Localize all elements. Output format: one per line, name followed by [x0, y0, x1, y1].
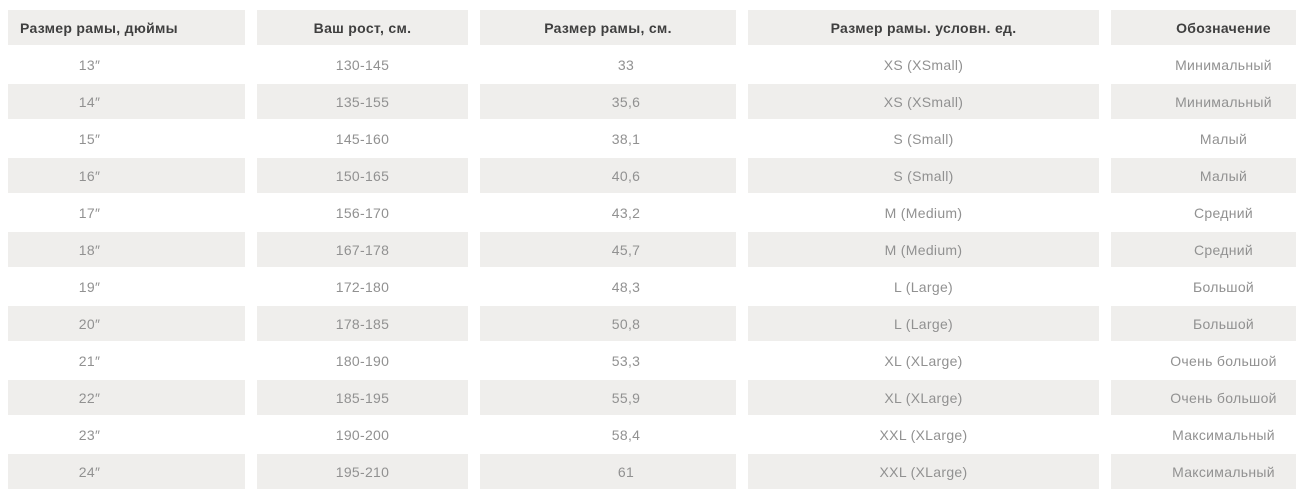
table-cell: 20″ [8, 306, 245, 341]
table-cell: M (Medium) [884, 204, 963, 221]
table-cell: Малый [1199, 130, 1248, 147]
table-cell: 190-200 [335, 426, 390, 443]
table-cell: 45,7 [480, 232, 736, 267]
table-cell: L (Large) [894, 278, 953, 295]
table-cell: Средний [1193, 204, 1254, 221]
table-cell: 17″ [78, 204, 101, 221]
table-cell: Большой [1111, 306, 1296, 341]
table-cell: 135-155 [257, 84, 468, 119]
table-cell: 14″ [8, 84, 245, 119]
table-cell: 18″ [8, 232, 245, 267]
table-cell: 16″ [8, 158, 245, 193]
column-header-frame-size-cm: Размер рамы, см. [480, 10, 736, 45]
table-cell: 35,6 [480, 84, 736, 119]
table-cell: 50,8 [480, 306, 736, 341]
table-cell: 145-160 [335, 130, 390, 147]
table-cell: S (Small) [893, 130, 954, 147]
table-cell: Максимальный [1111, 454, 1296, 489]
table-cell: 55,9 [480, 380, 736, 415]
table-cell: Очень большой [1170, 352, 1277, 369]
table-cell: 33 [617, 56, 635, 73]
table-cell: XXL (XLarge) [879, 426, 968, 443]
table-cell: XS (XSmall) [883, 56, 964, 73]
column-header-designation: Обозначение [1111, 10, 1296, 45]
table-cell: 167-178 [257, 232, 468, 267]
table-cell: 61 [480, 454, 736, 489]
table-cell: XL (XLarge) [748, 380, 1099, 415]
column-header-frame-size-inches: Размер рамы, дюймы [8, 10, 245, 45]
table-cell: 185-195 [257, 380, 468, 415]
table-cell: 178-185 [257, 306, 468, 341]
table-cell: 15″ [78, 130, 101, 147]
table-cell: Минимальный [1111, 84, 1296, 119]
table-cell: 43,2 [611, 204, 641, 221]
table-cell: XS (XSmall) [748, 84, 1099, 119]
table-cell: L (Large) [748, 306, 1099, 341]
table-cell: 150-165 [257, 158, 468, 193]
column-header-frame-size-units: Размер рамы. условн. ед. [748, 10, 1099, 45]
table-cell: S (Small) [748, 158, 1099, 193]
table-cell: 130-145 [335, 56, 390, 73]
table-cell: 38,1 [611, 130, 641, 147]
table-cell: 13″ [78, 56, 101, 73]
table-cell: 48,3 [611, 278, 641, 295]
table-cell: Очень большой [1111, 380, 1296, 415]
table-cell: Большой [1192, 278, 1255, 295]
table-cell: 21″ [78, 352, 101, 369]
table-cell: 156-170 [335, 204, 390, 221]
table-cell: 53,3 [611, 352, 641, 369]
table-cell: 22″ [8, 380, 245, 415]
table-cell: XL (XLarge) [884, 352, 963, 369]
table-cell: 58,4 [611, 426, 641, 443]
table-cell: 180-190 [335, 352, 390, 369]
table-cell: Средний [1111, 232, 1296, 267]
table-cell: Максимальный [1172, 426, 1275, 443]
table-cell: XXL (XLarge) [748, 454, 1099, 489]
table-cell: M (Medium) [748, 232, 1099, 267]
table-cell: Минимальный [1175, 56, 1272, 73]
table-cell: 19″ [78, 278, 101, 295]
table-cell: 195-210 [257, 454, 468, 489]
table-cell: 172-180 [335, 278, 390, 295]
table-cell: 40,6 [480, 158, 736, 193]
table-cell: 24″ [8, 454, 245, 489]
table-cell: 23″ [78, 426, 101, 443]
table-cell: Малый [1111, 158, 1296, 193]
column-header-your-height-cm: Ваш рост, см. [257, 10, 468, 45]
